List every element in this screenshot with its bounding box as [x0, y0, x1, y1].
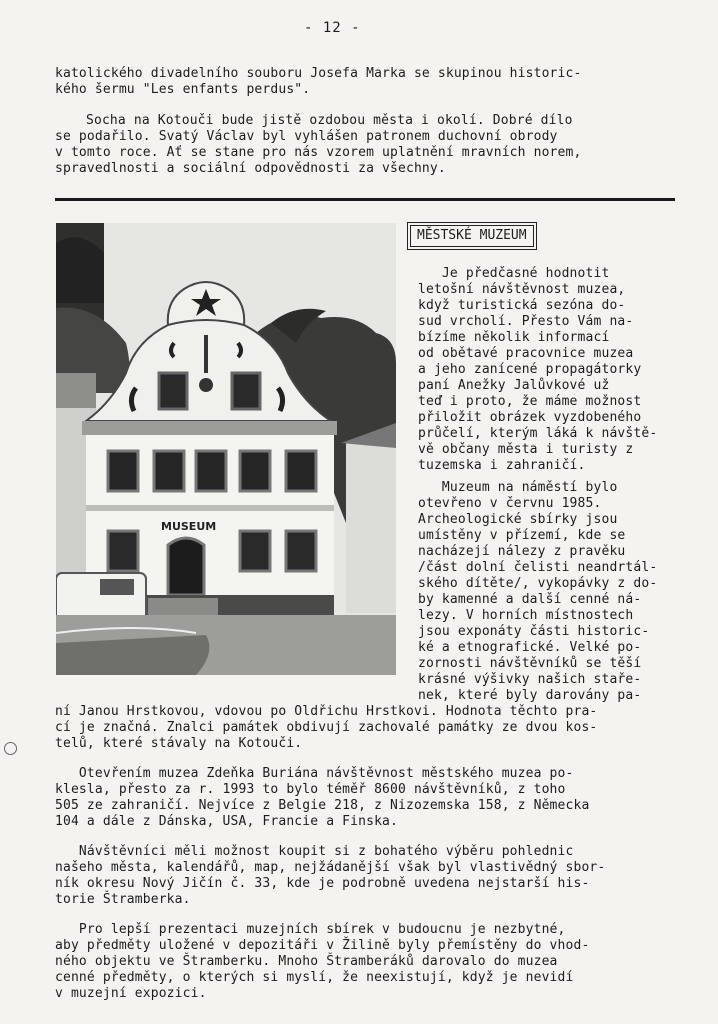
column-text-line: tuzemska i zahraničí. — [418, 458, 586, 473]
column-text-line: sud vrcholí. Přesto Vám na- — [418, 314, 634, 329]
column-text-line: průčelí, kterým láká k návště- — [418, 426, 658, 441]
column-text-line: /část dolní čelisti neandrtál- — [418, 560, 658, 575]
text-line: klesla, přesto za r. 1993 to bylo téměř 8600 návštěvníků, z toho — [55, 782, 566, 797]
page-number: - 12 - — [304, 20, 361, 36]
text-line: torie Štramberka. — [55, 892, 191, 907]
column-text-line: ského dítěte/, vykopávky z do- — [418, 576, 658, 591]
text-line: se podařilo. Svatý Václav byl vyhlášen patronem duchovní obrody — [55, 129, 558, 144]
text-line: v tomto roce. Ať se stane pro nás vzorem uplatnění mravních norem, — [55, 145, 582, 160]
column-text-line: by kamenné a další cenné ná- — [418, 592, 642, 607]
text-line: Socha na Kotouči bude jistě ozdobou města i okolí. Dobré dílo — [86, 113, 573, 128]
text-line: telů, které stávaly na Kotouči. — [55, 736, 303, 751]
text-line: Otevřením muzea Zdeňka Buriána návštěvnost městského muzea po- — [55, 766, 574, 781]
text-line: cí je značná. Znalci památek obdivují zachovalé památky ze dvou kos- — [55, 720, 598, 735]
column-text-line: paní Anežky Jalůvkové už — [418, 378, 610, 393]
section-heading-museum: MĚSTSKÉ MUZEUM — [410, 225, 534, 247]
text-line: v muzejní expozici. — [55, 986, 207, 1001]
museum-sign-text: MUSEUM — [161, 520, 217, 533]
column-text-line: otevřeno v červnu 1985. — [418, 496, 602, 511]
text-line: cenné předměty, o kterých si myslí, že neexistují, když je nevidí — [55, 970, 574, 985]
text-line: 104 a dále z Dánska, USA, Francie a Finska. — [55, 814, 398, 829]
column-text-line: Muzeum na náměstí bylo — [418, 480, 618, 495]
column-text-line: lezy. V horních místnostech — [418, 608, 634, 623]
text-line: Návštěvníci měli možnost koupit si z bohatého výběru pohlednic — [55, 844, 574, 859]
museum-building-illustration — [56, 223, 396, 675]
column-text-line: ké a etnografické. Velké po- — [418, 640, 642, 655]
text-line: našeho města, kalendářů, map, nejžádanější však byl vlastivědný sbor- — [55, 860, 606, 875]
column-text-line: když turistická sezóna do- — [418, 298, 626, 313]
text-line: aby předměty uložené v depozitáři v Žilině byly přemístěny do vhod- — [55, 938, 590, 953]
column-text-line: Archeologické sbírky jsou — [418, 512, 618, 527]
text-line: ník okresu Nový Jičín č. 33, kde je podrobně uvedena nejstarší his- — [55, 876, 590, 891]
text-line: Pro lepší prezentaci muzejních sbírek v budoucnu je nezbytné, — [55, 922, 566, 937]
museum-photo — [56, 223, 396, 675]
column-text-line: od obětavé pracovnice muzea — [418, 346, 634, 361]
column-text-line: umístěny v přízemí, kde se — [418, 528, 626, 543]
section-divider — [55, 198, 675, 201]
text-line: katolického divadelního souboru Josefa Marka se skupinou historic- — [55, 66, 582, 81]
column-text-line: Je předčasné hodnotit — [418, 266, 610, 281]
column-text-line: vě občany města i turisty z — [418, 442, 634, 457]
column-text-line: přiložit obrázek vyzdobeného — [418, 410, 642, 425]
text-line: 505 ze zahraničí. Nejvíce z Belgie 218, z Nizozemska 158, z Německa — [55, 798, 590, 813]
column-text-line: teď i proto, že máme možnost — [418, 394, 642, 409]
text-line: kého šermu "Les enfants perdus". — [55, 82, 311, 97]
column-text-line: letošní návštěvnost muzea, — [418, 282, 626, 297]
text-line: ného objektu ve Štramberku. Mnoho Štramberáků darovalo do muzea — [55, 954, 558, 969]
punch-hole-mark — [4, 742, 17, 755]
column-text-line: zornosti návštěvníků se těší — [418, 656, 642, 671]
column-text-line: krásné výšivky našich staře- — [418, 672, 642, 687]
column-text-line: nacházejí nálezy z pravěku — [418, 544, 626, 559]
text-line: spravedlnosti a sociální odpovědnosti za všechny. — [55, 161, 446, 176]
column-text-line: nek, které byly darovány pa- — [418, 688, 642, 703]
column-text-line: bízíme několik informací — [418, 330, 610, 345]
column-text-line: a jeho zanícené propagátorky — [418, 362, 642, 377]
text-line: ní Janou Hrstkovou, vdovou po Oldřichu Hrstkovi. Hodnota těchto pra- — [55, 704, 598, 719]
column-text-line: jsou exponáty části historic- — [418, 624, 650, 639]
